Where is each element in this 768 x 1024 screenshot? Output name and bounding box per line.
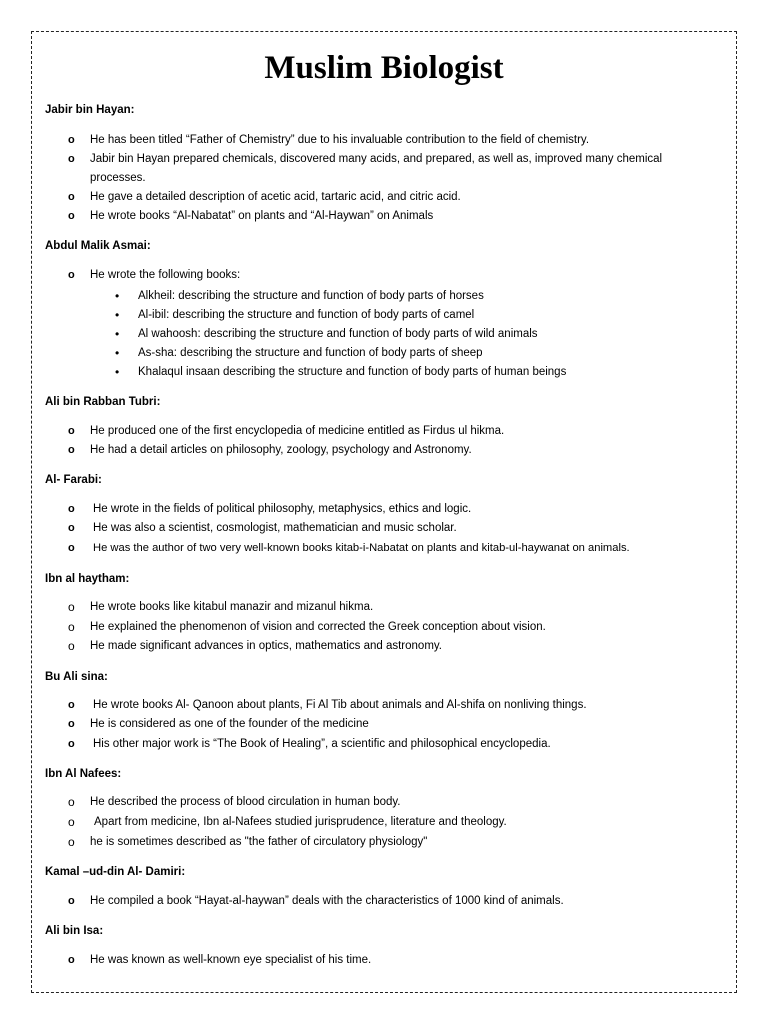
bullet-icon: o (68, 620, 75, 634)
bullet-icon: o (68, 503, 75, 515)
list-item: Apart from medicine, Ibn al-Nafees studied jurisprudence, literature and theology. (94, 816, 507, 828)
list-item: He explained the phenomenon of vision and corrected the Greek conception about vision. (90, 621, 546, 633)
bullet-icon: o (68, 954, 75, 966)
bullet-icon: o (68, 210, 75, 222)
section-heading-haytham: Ibn al haytham: (45, 573, 130, 585)
sub-list-item: Khalaqul insaan describing the structure and function of body parts of human beings (138, 366, 567, 378)
section-heading-isa: Ali bin Isa: (45, 925, 104, 937)
list-item: He produced one of the first encyclopedia of medicine entitled as Firdus ul hikma. (90, 425, 505, 437)
sub-list-item: As-sha: describing the structure and function of body parts of sheep (138, 347, 483, 359)
bullet-icon: o (68, 718, 75, 730)
list-item: He described the process of blood circulation in human body. (90, 796, 401, 808)
list-item: He gave a detailed description of acetic acid, tartaric acid, and citric acid. (90, 191, 461, 203)
bullet-icon: o (68, 738, 75, 750)
list-item: He had a detail articles on philosophy, zoology, psychology and Astronomy. (90, 444, 472, 456)
bullet-icon: o (68, 639, 75, 653)
bullet-icon: o (68, 522, 75, 534)
list-item: He was the author of two very well-known books kitab-i-Nabatat on plants and kitab-ul-haywanat on animals. (93, 542, 630, 554)
bullet-icon: o (68, 153, 75, 165)
section-heading-tubri: Ali bin Rabban Tubri: (45, 396, 161, 408)
sub-list-item: Al wahoosh: describing the structure and function of body parts of wild animals (138, 328, 538, 340)
list-item: His other major work is “The Book of Healing”, a scientific and philosophical encyclopedia. (93, 738, 551, 750)
section-heading-asmai: Abdul Malik Asmai: (45, 240, 151, 252)
list-item: He wrote books like kitabul manazir and mizanul hikma. (90, 601, 374, 613)
list-item: He wrote books Al- Qanoon about plants, Fi Al Tib about animals and Al-shifa on nonliving things. (93, 699, 587, 711)
bullet-icon: o (68, 542, 75, 554)
list-item: He was known as well-known eye specialist of his time. (90, 954, 372, 966)
sub-list-item: Alkheil: describing the structure and function of body parts of horses (138, 290, 484, 302)
bullet-icon: o (68, 600, 75, 614)
bullet-icon: o (68, 895, 75, 907)
list-item: He has been titled “Father of Chemistry” due to his invaluable contribution to the field of chemistry. (90, 134, 590, 146)
bullet-dot-icon: • (115, 346, 120, 360)
bullet-icon: o (68, 815, 75, 829)
section-heading-jabir: Jabir bin Hayan: (45, 104, 135, 116)
sub-list-item: Al-ibil: describing the structure and function of body parts of camel (138, 309, 475, 321)
bullet-icon: o (68, 795, 75, 809)
list-item: He wrote in the fields of political philosophy, metaphysics, ethics and logic. (93, 503, 472, 515)
bullet-icon: o (68, 425, 75, 437)
bullet-dot-icon: • (115, 308, 120, 322)
list-item: He was also a scientist, cosmologist, mathematician and music scholar. (93, 522, 457, 534)
list-item: He made significant advances in optics, mathematics and astronomy. (90, 640, 442, 652)
list-item: He wrote the following books: (90, 269, 241, 281)
bullet-dot-icon: • (115, 327, 120, 341)
bullet-icon: o (68, 444, 75, 456)
page-title: Muslim Biologist (264, 50, 504, 86)
bullet-dot-icon: • (115, 365, 120, 379)
section-heading-sina: Bu Ali sina: (45, 671, 108, 683)
section-heading-damiri: Kamal –ud-din Al- Damiri: (45, 866, 186, 878)
bullet-icon: o (68, 191, 75, 203)
section-heading-nafees: Ibn Al Nafees: (45, 768, 122, 780)
bullet-icon: o (68, 134, 75, 146)
list-item: He compiled a book “Hayat-al-haywan” deals with the characteristics of 1000 kind of animals. (90, 895, 564, 907)
bullet-icon: o (68, 835, 75, 849)
list-item: Jabir bin Hayan prepared chemicals, discovered many acids, and prepared, as well as, improved many chemical processes. (90, 153, 663, 184)
list-item: he is sometimes described as "the father of circulatory physiology" (90, 836, 428, 848)
list-item: He wrote books “Al-Nabatat” on plants and “Al-Haywan” on Animals (90, 210, 434, 222)
list-item: He is considered as one of the founder of the medicine (90, 718, 369, 730)
bullet-dot-icon: • (115, 289, 120, 303)
section-heading-farabi: Al- Farabi: (45, 474, 102, 486)
bullet-icon: o (68, 269, 75, 281)
bullet-icon: o (68, 699, 75, 711)
